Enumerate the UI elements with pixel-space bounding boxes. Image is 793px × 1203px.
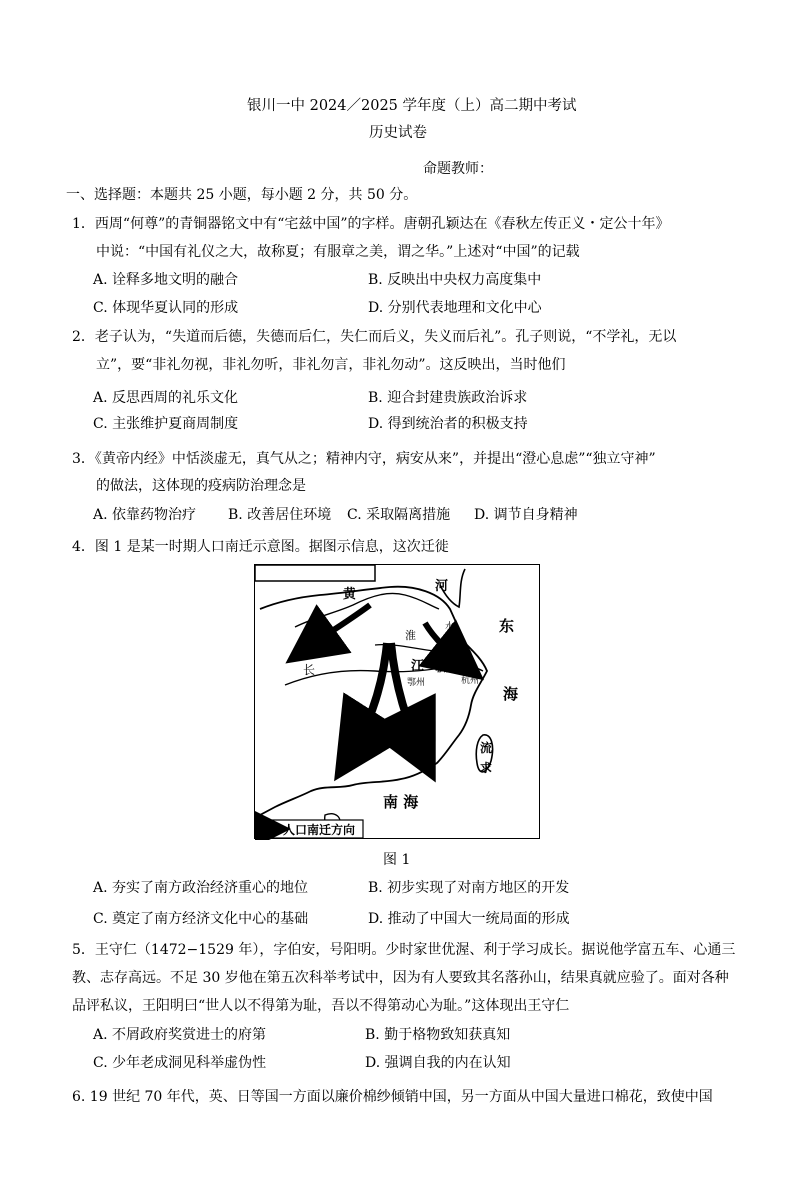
q5-option-b: B. 勤于格物致知获真知	[365, 1027, 511, 1043]
q4-stem: 4．图 1 是某一时期人口南迁示意图。据图示信息，这次迁徙	[72, 539, 449, 555]
q3-option-c: C. 采取隔离措施	[347, 507, 451, 523]
q4-option-c: C. 奠定了南方经济文化中心的基础	[93, 911, 309, 927]
section-heading: 一、选择题：本题共 25 小题，每小题 2 分，共 50 分。	[66, 187, 418, 203]
exam-subject: 历史试卷	[369, 125, 427, 141]
q2-stem-line1: 2．老子认为，“失道而后德，失德而后仁，失仁而后义，失义而后礼”。孔子则说，“不学礼，无以	[72, 329, 677, 345]
migration-map	[254, 564, 540, 839]
map-label-dong: 东	[499, 617, 515, 635]
map-label-jiang: 江	[411, 659, 425, 674]
map-label-chang: 长	[303, 663, 316, 677]
q1-option-a: A. 诠释多地文明的融合	[93, 272, 239, 288]
figure-caption: 图 1	[383, 852, 411, 868]
map-corner-frame	[255, 565, 375, 581]
q2-option-c: C. 主张维护夏商周制度	[93, 416, 239, 432]
map-label-qiu: 求	[480, 761, 493, 775]
q3-stem-line2: 的做法，这体现的疫病防治理念是	[96, 478, 306, 494]
q5-stem-line3: 品评私议，王阳明曰“世人以不得第为耻，吾以不得第动心为耻。”这体现出王守仁	[72, 998, 570, 1014]
map-label-hangzhou: 杭州	[461, 676, 480, 686]
arrow-south-left	[347, 643, 387, 761]
map-label-huai: 淮	[405, 629, 416, 642]
q5-option-c: C. 少年老成洞见科举虚伪性	[93, 1055, 267, 1071]
exam-title: 银川一中 2024／2025 学年度（上）高二期中考试	[247, 98, 577, 114]
map-label-ezhou: 鄂州	[407, 678, 426, 688]
q2-option-b: B. 迎合封建贵族政治诉求	[368, 390, 528, 406]
map-label-jiankang: 建康	[445, 638, 464, 648]
map-label-hai-east: 海	[503, 685, 519, 703]
q3-stem-line1: 3．《黄帝内经》中恬淡虚无，真气从之；精神内守，病安从来”，并提出“澄心息虑”“独立守神”	[72, 451, 656, 467]
map-label-shui: 水	[445, 622, 455, 632]
q1-stem-line2: 中说：“中国有礼仪之大，故称夏；有服章之美，谓之华。”上述对“中国”的记载	[96, 244, 580, 260]
map-label-liu: 流	[480, 741, 493, 755]
q1-option-c: C. 体现华夏认同的形成	[93, 300, 239, 316]
q3-option-b: B. 改善居住环境	[228, 507, 332, 523]
q5-stem-line2: 教、志存高远。不足 30 岁他在第五次科举考试中，因为有人要致其名落孙山，结果真就应验了。面对各种	[72, 970, 729, 986]
q1-option-d: D. 分别代表地理和文化中心	[368, 300, 542, 316]
q2-option-d: D. 得到统治者的积极支持	[368, 416, 528, 432]
q2-stem-line2: 立”，要“非礼勿视，非礼勿听，非礼勿言，非礼勿动”。这反映出，当时他们	[96, 357, 566, 373]
q4-option-d: D. 推动了中国大一统局面的形成	[368, 911, 570, 927]
map-label-he: 河	[435, 579, 449, 594]
q5-option-a: A. 不屑政府奖赏进士的府第	[93, 1027, 267, 1043]
q4-option-a: A. 夯实了南方政治经济重心的地位	[93, 880, 309, 896]
map-label-huang: 黄	[343, 587, 357, 602]
q5-option-d: D. 强调自我的内在认知	[365, 1055, 511, 1071]
map-label-nanjing: 南京	[455, 650, 474, 660]
map-label-nanhai: 南 海	[383, 793, 419, 811]
map-legend-label: 人口南迁方向	[283, 823, 356, 837]
map-label-linan: 临安	[435, 661, 457, 674]
q1-stem-line1: 1．西周“何尊”的青铜器铭文中有“宅兹中国”的字样。唐朝孔颖达在《春秋左传正义・定公十年》	[72, 216, 670, 232]
q1-option-b: B. 反映出中央权力高度集中	[368, 272, 542, 288]
q3-option-a: A. 依靠药物治疗	[93, 507, 197, 523]
teacher-label: 命题教师：	[423, 161, 493, 177]
q5-stem-line1: 5．王守仁（1472−1529 年），字伯安，号阳明。少时家世优渥、利于学习成长。据说他学富五车、心通三	[72, 942, 736, 958]
q6-stem-line1: 6. 19 世纪 70 年代，英、日等国一方面以廉价棉纱倾销中国，另一方面从中国大量进口棉花，致使中国	[72, 1089, 713, 1105]
q4-option-b: B. 初步实现了对南方地区的开发	[368, 880, 570, 896]
q3-option-d: D. 调节自身精神	[474, 507, 578, 523]
q2-option-a: A. 反思西周的礼乐文化	[93, 390, 239, 406]
